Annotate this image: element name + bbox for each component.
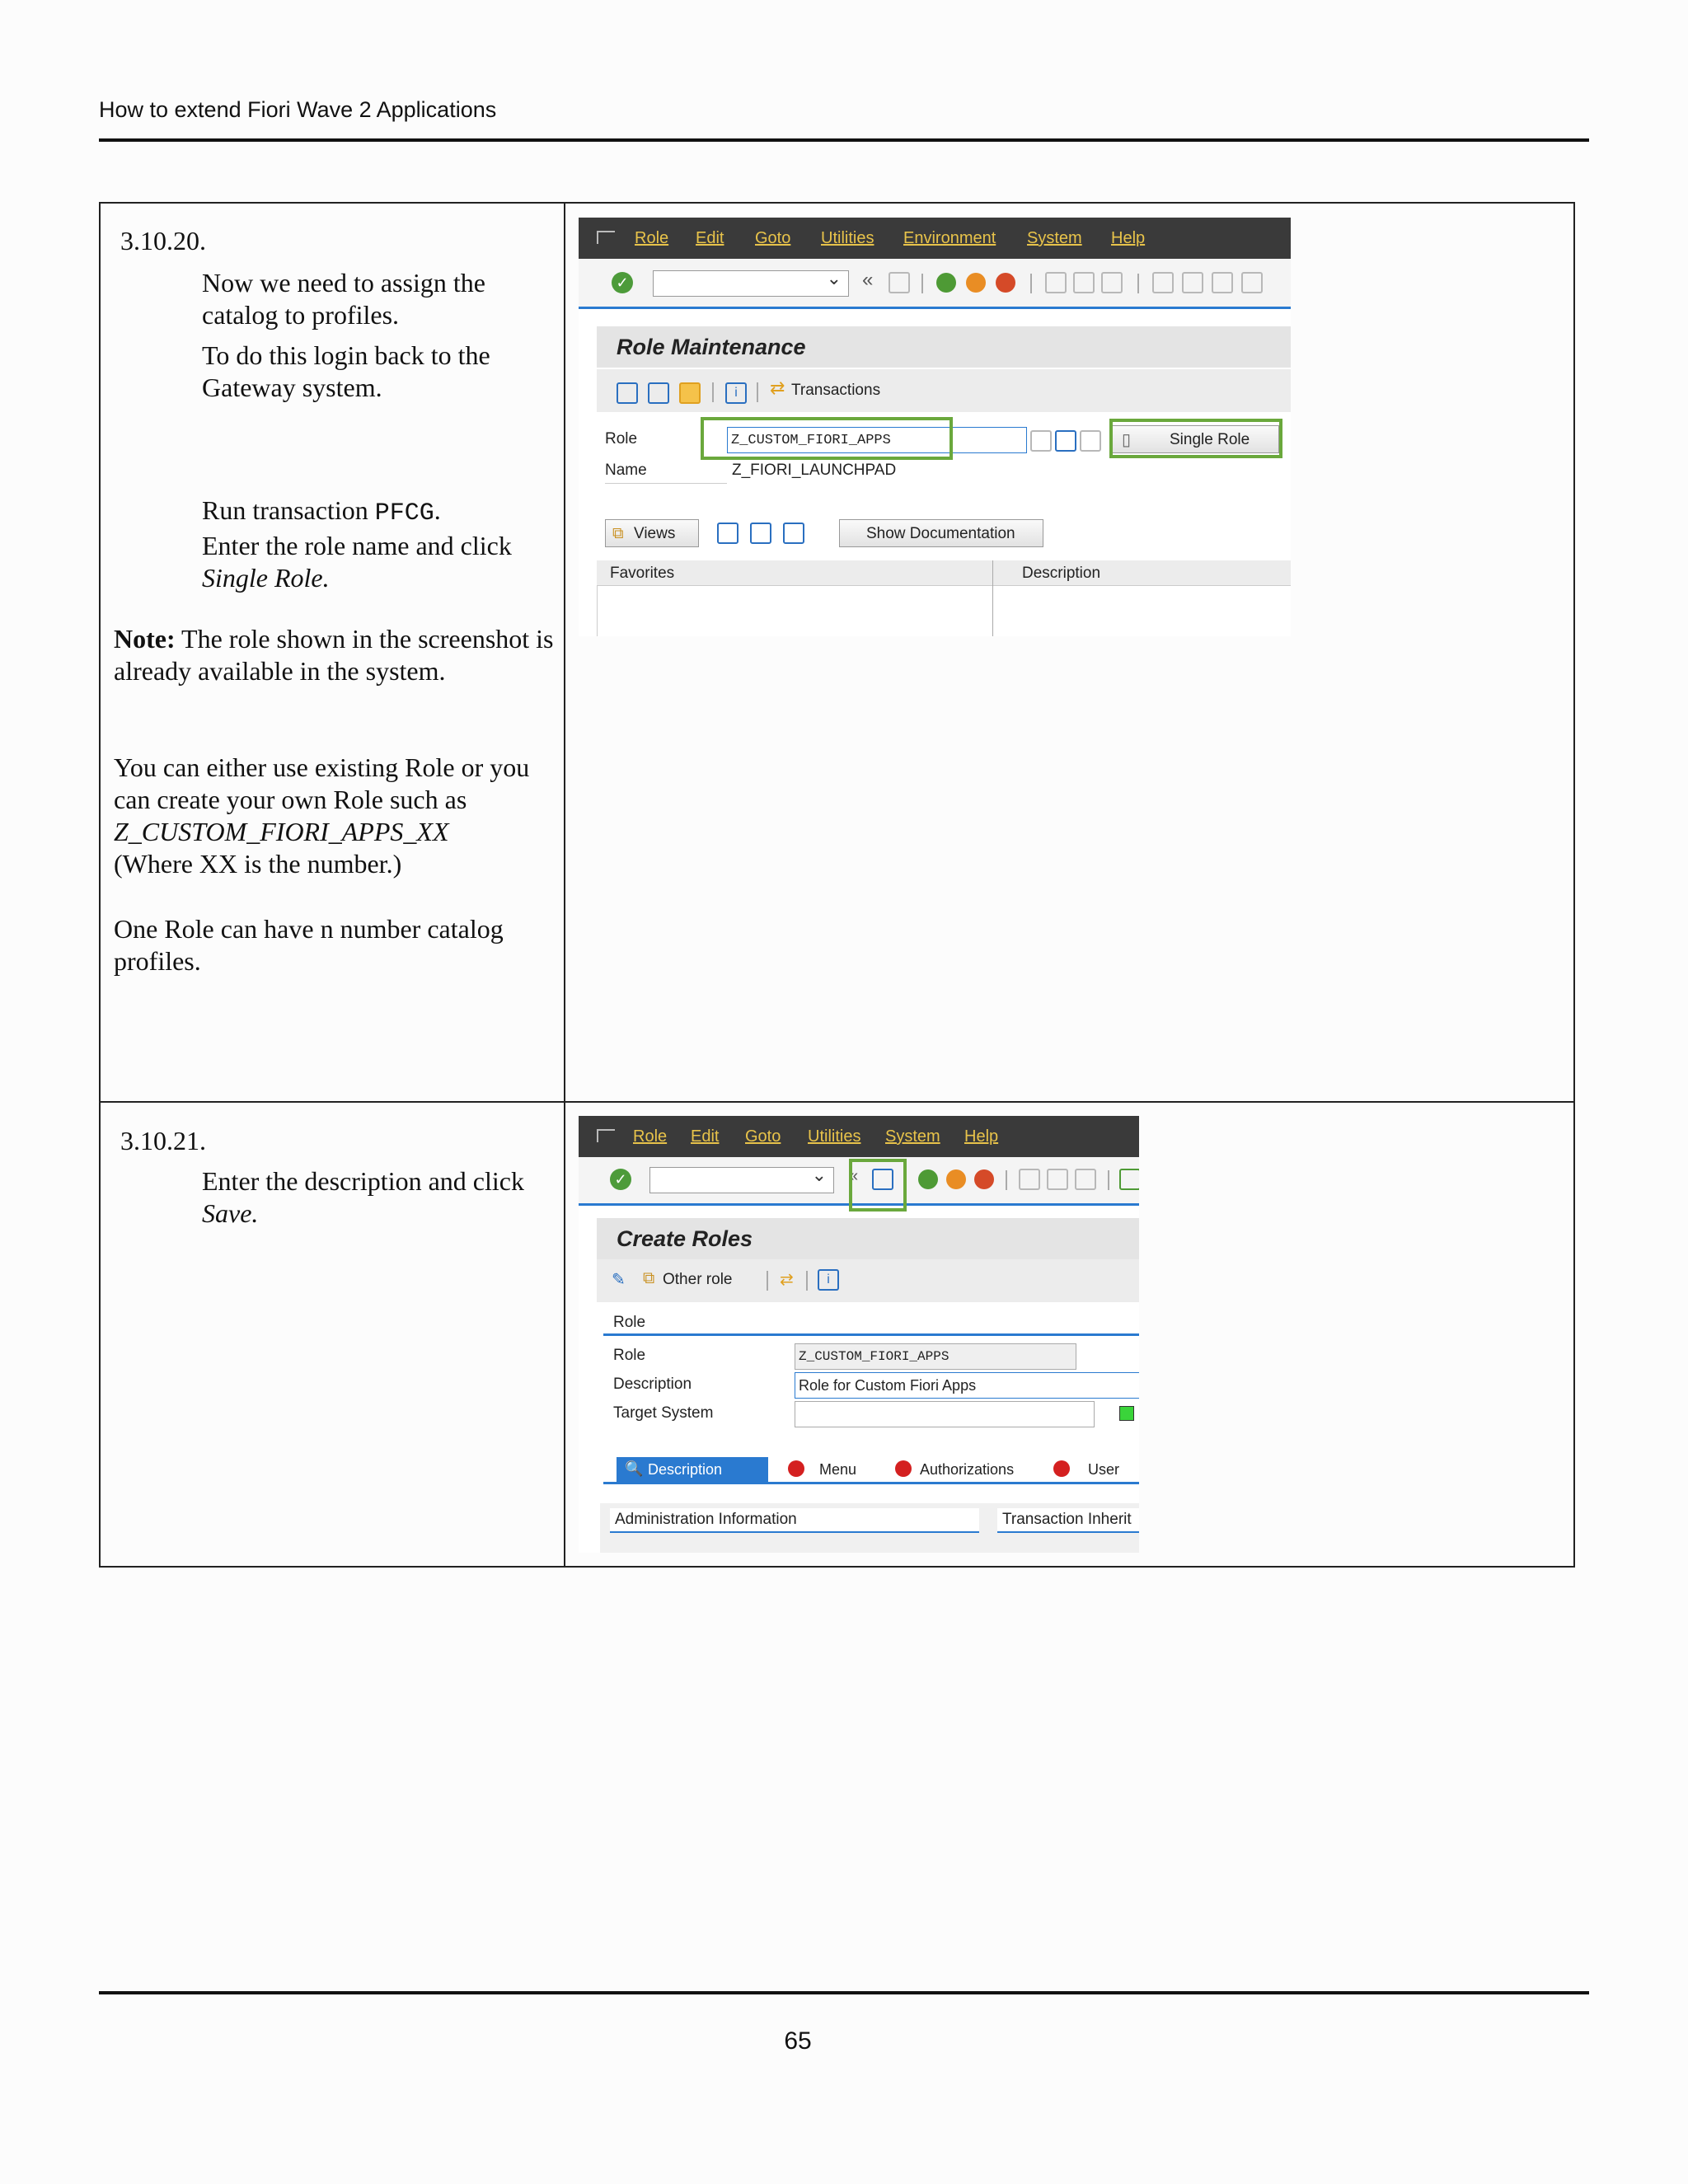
back-icon[interactable] <box>918 1169 938 1189</box>
window-menu-icon[interactable] <box>597 231 615 244</box>
exit-icon[interactable] <box>946 1169 966 1189</box>
cancel-icon[interactable] <box>996 273 1015 293</box>
enter-check-icon[interactable]: ✓ <box>612 272 633 293</box>
page-number: 65 <box>784 2027 812 2055</box>
menu-edit[interactable]: Edit <box>696 229 724 247</box>
find-next-icon[interactable] <box>1101 272 1123 293</box>
transactions-button[interactable]: Transactions <box>791 382 881 399</box>
display-icon[interactable] <box>1030 430 1052 452</box>
table-row-divider <box>99 1101 1575 1103</box>
tab-user[interactable]: User <box>1045 1457 1139 1482</box>
tab-menu[interactable]: Menu <box>778 1457 880 1482</box>
menu-role[interactable]: Role <box>633 1127 668 1146</box>
find-next-icon[interactable] <box>1075 1169 1096 1190</box>
copy-icon[interactable] <box>617 382 638 404</box>
application-toolbar <box>597 1259 1139 1302</box>
screenshot-role-maintenance <box>579 218 1291 636</box>
display-change-icon[interactable]: ✎ <box>612 1271 626 1289</box>
command-field[interactable] <box>649 1167 834 1193</box>
column-divider <box>992 560 993 636</box>
transaction-code: PFCG <box>374 499 434 527</box>
step-text: Enter the description and click Save. <box>202 1166 524 1228</box>
title-bar <box>597 1218 1139 1259</box>
name-label: Name <box>605 462 647 479</box>
target-system-label: Target System <box>613 1404 714 1422</box>
first-page-icon[interactable] <box>1119 1169 1139 1190</box>
table-border <box>597 585 598 636</box>
first-page-icon[interactable] <box>1152 272 1174 293</box>
tab-strip <box>603 1457 1139 1484</box>
tab-description[interactable]: 🔍 Description <box>617 1457 768 1482</box>
transport-icon[interactable] <box>679 382 701 404</box>
menu-system[interactable]: System <box>885 1127 940 1146</box>
step-text: To do this login back to the Gateway system. <box>202 340 490 402</box>
menu-utilities[interactable]: Utilities <box>808 1127 861 1146</box>
field-underline <box>605 483 727 484</box>
exit-icon[interactable] <box>966 273 986 293</box>
highlight-box <box>849 1159 907 1212</box>
role-label: Role <box>613 1347 646 1364</box>
menu-bar <box>579 1116 1139 1157</box>
step-text: You can either use existing Role or you can create your own Role such as Z_CUSTOM_FIORI_APPS_XX (Where XX is the number.) <box>114 752 530 879</box>
administration-information-section: Administration Information <box>610 1508 979 1533</box>
role-input[interactable]: Z_CUSTOM_FIORI_APPS <box>727 427 1027 453</box>
display-change-icon[interactable] <box>1080 430 1101 452</box>
enter-check-icon[interactable]: ✓ <box>610 1169 631 1190</box>
print-icon[interactable] <box>1045 272 1067 293</box>
table-column-divider <box>564 202 565 1568</box>
refresh-icon[interactable] <box>783 523 804 544</box>
toolbar-separator <box>1108 1170 1109 1190</box>
step-text: One Role can have n number catalog profiles. <box>114 914 504 976</box>
role-field: Z_CUSTOM_FIORI_APPS <box>795 1343 1076 1370</box>
column-favorites: Favorites <box>610 565 675 582</box>
name-value: Z_FIORI_LAUNCHPAD <box>732 462 897 479</box>
favorites-table-header <box>597 560 1291 586</box>
menu-role[interactable]: Role <box>635 229 669 247</box>
status-green-icon <box>1119 1406 1134 1421</box>
collapse-icon[interactable]: « <box>849 1167 859 1185</box>
toolbar-separator <box>1030 274 1032 293</box>
menu-edit[interactable]: Edit <box>691 1127 720 1146</box>
menu-goto[interactable]: Goto <box>755 229 791 247</box>
toolbar-separator <box>1137 274 1139 293</box>
toolbar-separator <box>806 1271 808 1291</box>
views-icon: ⧉ <box>612 525 624 542</box>
command-field[interactable] <box>653 270 849 297</box>
change-icon[interactable] <box>1055 430 1076 452</box>
other-role-icon: ⧉ <box>643 1269 655 1287</box>
step-number: 3.10.21. <box>120 1126 206 1155</box>
collapse-icon[interactable]: « <box>862 269 874 291</box>
highlight-box <box>701 417 953 460</box>
highlight-box <box>1109 419 1282 458</box>
back-icon[interactable] <box>936 273 956 293</box>
delete-icon[interactable] <box>648 382 669 404</box>
page-title: Create Roles <box>617 1226 753 1251</box>
filter-delete-icon[interactable] <box>750 523 771 544</box>
next-page-icon[interactable] <box>1212 272 1233 293</box>
find-icon[interactable] <box>1073 272 1095 293</box>
cancel-icon[interactable] <box>974 1169 994 1189</box>
status-red-icon <box>788 1460 804 1477</box>
toolbar-separator <box>757 382 758 402</box>
transaction-inheritance-section: Transaction Inherit <box>997 1508 1139 1533</box>
status-red-icon <box>895 1460 912 1477</box>
step-text: Now we need to assign the catalog to profiles. <box>202 268 485 330</box>
views-button[interactable]: ⧉ Views <box>605 519 699 547</box>
tab-authorizations[interactable]: Authorizations <box>884 1457 1040 1482</box>
description-label: Description <box>613 1376 692 1393</box>
description-tab-icon: 🔍 <box>625 1460 644 1477</box>
standard-toolbar <box>579 259 1291 309</box>
previous-page-icon[interactable] <box>1182 272 1203 293</box>
status-red-icon <box>1053 1460 1070 1477</box>
menu-environment[interactable]: Environment <box>903 229 996 247</box>
menu-help[interactable]: Help <box>964 1127 999 1146</box>
page-title: Role Maintenance <box>617 335 806 359</box>
tab-content <box>600 1503 1139 1553</box>
info-icon[interactable]: i <box>818 1269 839 1291</box>
filter-icon[interactable] <box>717 523 738 544</box>
toolbar-separator <box>921 274 923 293</box>
role-label: Role <box>605 430 638 448</box>
note-text: Note: The role shown in the screenshot is already available in the system. <box>114 624 554 686</box>
toolbar-separator <box>712 382 714 402</box>
description-input[interactable]: Role for Custom Fiori Apps <box>795 1372 1139 1399</box>
menu-bar <box>579 218 1291 259</box>
step-number: 3.10.20. <box>120 226 206 255</box>
show-documentation-button[interactable]: Show Documentation <box>839 519 1043 547</box>
target-system-input[interactable] <box>795 1401 1095 1427</box>
toolbar-separator <box>767 1271 768 1291</box>
print-icon[interactable] <box>1019 1169 1040 1190</box>
title-bar <box>597 326 1291 368</box>
header-rule <box>99 138 1589 142</box>
column-description: Description <box>1022 565 1101 582</box>
save-icon[interactable] <box>889 272 910 293</box>
role-section-header: Role <box>603 1314 1139 1336</box>
single-role-button[interactable]: ▯ Single Role <box>1111 425 1279 453</box>
step-text: Run transaction PFCG. Enter the role name and click Single Role. <box>202 495 512 593</box>
info-icon[interactable]: i <box>725 382 747 404</box>
menu-system[interactable]: System <box>1027 229 1082 247</box>
document-header-title: How to extend Fiori Wave 2 Applications <box>99 97 497 122</box>
document-icon: ▯ <box>1122 431 1132 449</box>
last-page-icon[interactable] <box>1241 272 1263 293</box>
find-icon[interactable] <box>1047 1169 1068 1190</box>
footer-rule <box>99 1991 1589 1994</box>
transport-icon[interactable]: ⇄ <box>780 1271 794 1289</box>
transactions-icon: ⇄ <box>770 377 785 398</box>
screenshot-create-roles <box>579 1116 1139 1553</box>
menu-utilities[interactable]: Utilities <box>821 229 874 247</box>
window-menu-icon[interactable] <box>597 1129 615 1142</box>
menu-goto[interactable]: Goto <box>745 1127 781 1146</box>
other-role-button[interactable]: Other role <box>663 1271 733 1288</box>
menu-help[interactable]: Help <box>1111 229 1146 247</box>
application-toolbar <box>597 369 1291 412</box>
toolbar-separator <box>1006 1170 1007 1190</box>
